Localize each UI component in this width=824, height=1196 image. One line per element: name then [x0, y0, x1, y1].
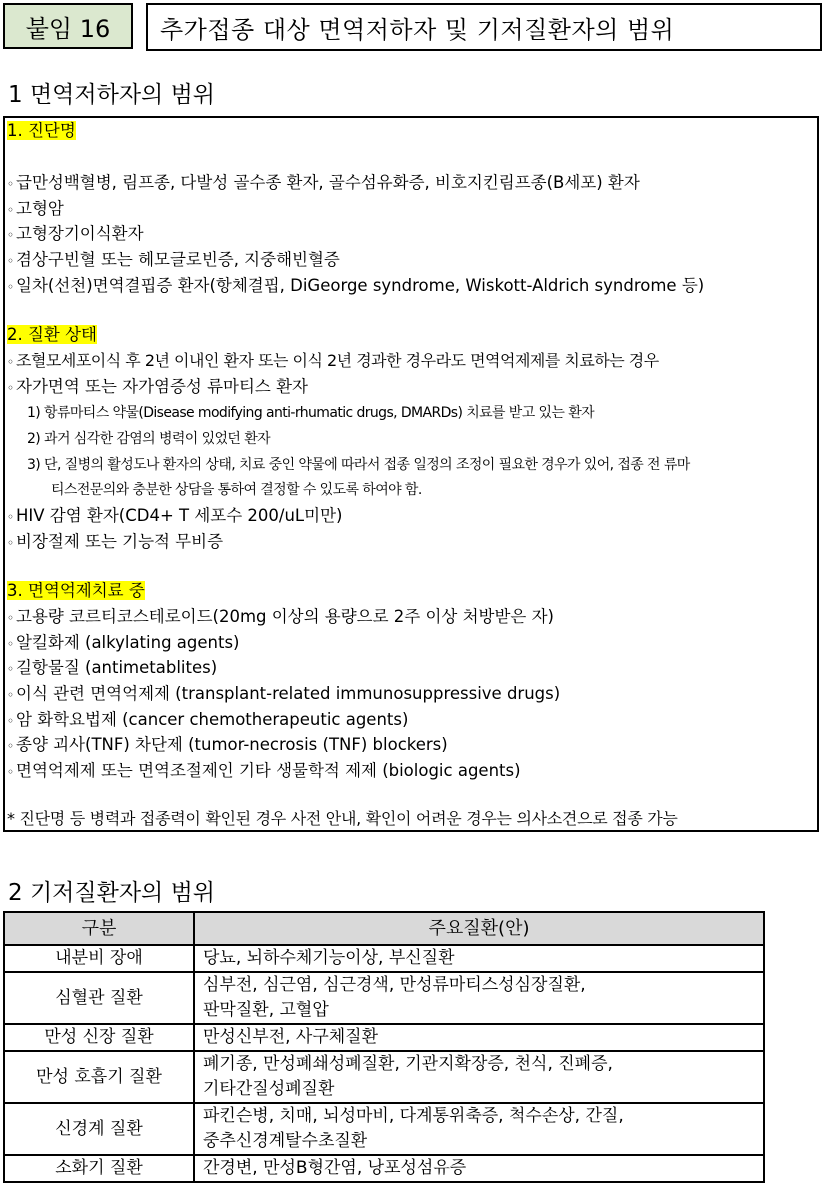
bullet-icon: ◦: [7, 177, 15, 191]
list-heading: 3. 면역억제치료 중: [7, 581, 145, 600]
bullet-icon: ◦: [7, 765, 15, 779]
bullet-icon: ◦: [7, 355, 14, 369]
bullet-icon: ◦: [7, 254, 15, 268]
category-cell: 신경계 질환: [4, 1103, 194, 1155]
list-item: ◦ 알킬화제 (alkylating agents): [7, 632, 240, 655]
diseases-cell: 파킨슨병, 치매, 뇌성마비, 다계통위축증, 척수손상, 간질, 중추신경계탈수초질환: [194, 1103, 764, 1155]
list-item: ◦ 고형암: [7, 198, 64, 221]
diseases-cell: 폐기종, 만성폐쇄성폐질환, 기관지확장증, 천식, 진폐증, 기타간질성폐질환: [194, 1051, 764, 1103]
list-item: ◦ 일차(선천)면역결핍증 환자(항체결핍, DiGeorge syndrome, Wiskott-Aldrich syndrome 등): [7, 275, 704, 298]
column-header-category: 구분: [4, 912, 194, 945]
category-cell: 심혈관 질환: [4, 972, 194, 1024]
bullet-icon: ◦: [7, 739, 15, 753]
page-title: 추가접종 대상 면역저하자 및 기저질환자의 범위: [146, 3, 822, 51]
footnote: * 진단명 등 병력과 접종력이 확인된 경우 사전 안내, 확인이 어려운 경우는 의사소견으로 접종 가능: [7, 809, 678, 828]
bullet-icon: ◦: [7, 688, 15, 702]
diseases-cell: 심부전, 심근염, 심근경색, 만성류마티스성심장질환, 판막질환, 고혈압: [194, 972, 764, 1024]
table-row: [4, 1155, 764, 1182]
diseases-cell: 당뇨, 뇌하수체기능이상, 부신질환: [194, 945, 764, 972]
table-row: [4, 972, 764, 1024]
list-item: ◦ 종양 괴사(TNF) 차단제 (tumor-necrosis (TNF) blockers): [7, 734, 448, 757]
bullet-icon: ◦: [7, 714, 15, 728]
bullet-icon: ◦: [7, 203, 15, 217]
list-heading: 2. 질환 상태: [7, 325, 97, 344]
bullet-icon: ◦: [7, 662, 15, 676]
list-item: ◦ 고용량 코르티코스테로이드(20mg 이상의 용량으로 2주 이상 처방받은 자): [7, 606, 554, 629]
immunocompromised-criteria-box: [3, 116, 819, 832]
sub-list-item: 2) 과거 심각한 감염의 병력이 있었던 환자: [27, 431, 271, 447]
column-header-diseases: 주요질환(안): [194, 912, 764, 945]
list-item: ◦ 길항물질 (antimetablites): [7, 657, 217, 680]
list-heading: 1. 진단명: [7, 121, 76, 140]
category-cell: 내분비 장애: [4, 945, 194, 972]
bullet-icon: ◦: [7, 280, 15, 294]
sub-list-item-continued: 티스전문의와 충분한 상담을 통하여 결정할 수 있도록 하여야 함.: [51, 482, 422, 498]
list-item: ◦ 조혈모세포이식 후 2년 이내인 환자 또는 이식 2년 경과한 경우라도 면역억제제를 치료하는 경우: [7, 350, 659, 373]
appendix-tag: 붙임 16: [3, 3, 133, 49]
underlying-disease-table: [3, 911, 765, 1183]
list-item: ◦ 고형장기이식환자: [7, 223, 144, 246]
list-item: ◦ 이식 관련 면역억제제 (transplant-related immunosuppressive drugs): [7, 683, 560, 706]
sub-list-item: 3) 단, 질병의 활성도나 환자의 상태, 치료 중인 약물에 따라서 접종 일정의 조정이 필요한 경우가 있어, 접종 전 류마: [27, 457, 690, 473]
bullet-icon: ◦: [7, 611, 15, 625]
bullet-icon: ◦: [7, 510, 15, 524]
list-item: ◦ 면역억제제 또는 면역조절제인 기타 생물학적 제제 (biologic agents): [7, 760, 521, 783]
list-item: ◦ HIV 감염 환자(CD4+ T 세포수 200/uL미만): [7, 505, 342, 528]
bullet-icon: ◦: [7, 637, 15, 651]
table-row: [4, 1024, 764, 1051]
diseases-cell: 만성신부전, 사구체질환: [194, 1024, 764, 1051]
diseases-cell: 간경변, 만성B형간염, 낭포성섬유증: [194, 1155, 764, 1182]
table-header-row: [4, 912, 764, 945]
list-item: ◦ 비장절제 또는 기능적 무비증: [7, 531, 223, 554]
list-item: ◦ 겸상구빈혈 또는 헤모글로빈증, 지중해빈혈증: [7, 249, 340, 272]
section-title-underlying-disease: 2 기저질환자의 범위: [8, 880, 215, 906]
table-row: [4, 1051, 764, 1103]
category-cell: 만성 호흡기 질환: [4, 1051, 194, 1103]
table-row: [4, 1103, 764, 1155]
list-item: ◦ 암 화학요법제 (cancer chemotherapeutic agents): [7, 709, 408, 732]
category-cell: 만성 신장 질환: [4, 1024, 194, 1051]
bullet-icon: ◦: [7, 381, 15, 395]
bullet-icon: ◦: [7, 536, 15, 550]
category-cell: 소화기 질환: [4, 1155, 194, 1182]
sub-list-item: 1) 항류마티스 약물(Disease modifying anti-rhumatic drugs, DMARDs) 치료를 받고 있는 환자: [27, 405, 595, 421]
list-item: ◦ 급만성백혈병, 림프종, 다발성 골수종 환자, 골수섬유화증, 비호지킨림프종(B세포) 환자: [7, 172, 640, 195]
table-row: [4, 945, 764, 972]
section-title-immunocompromised: 1 면역저하자의 범위: [8, 82, 215, 108]
bullet-icon: ◦: [7, 228, 15, 242]
list-item: ◦ 자가면역 또는 자가염증성 류마티스 환자: [7, 376, 308, 399]
